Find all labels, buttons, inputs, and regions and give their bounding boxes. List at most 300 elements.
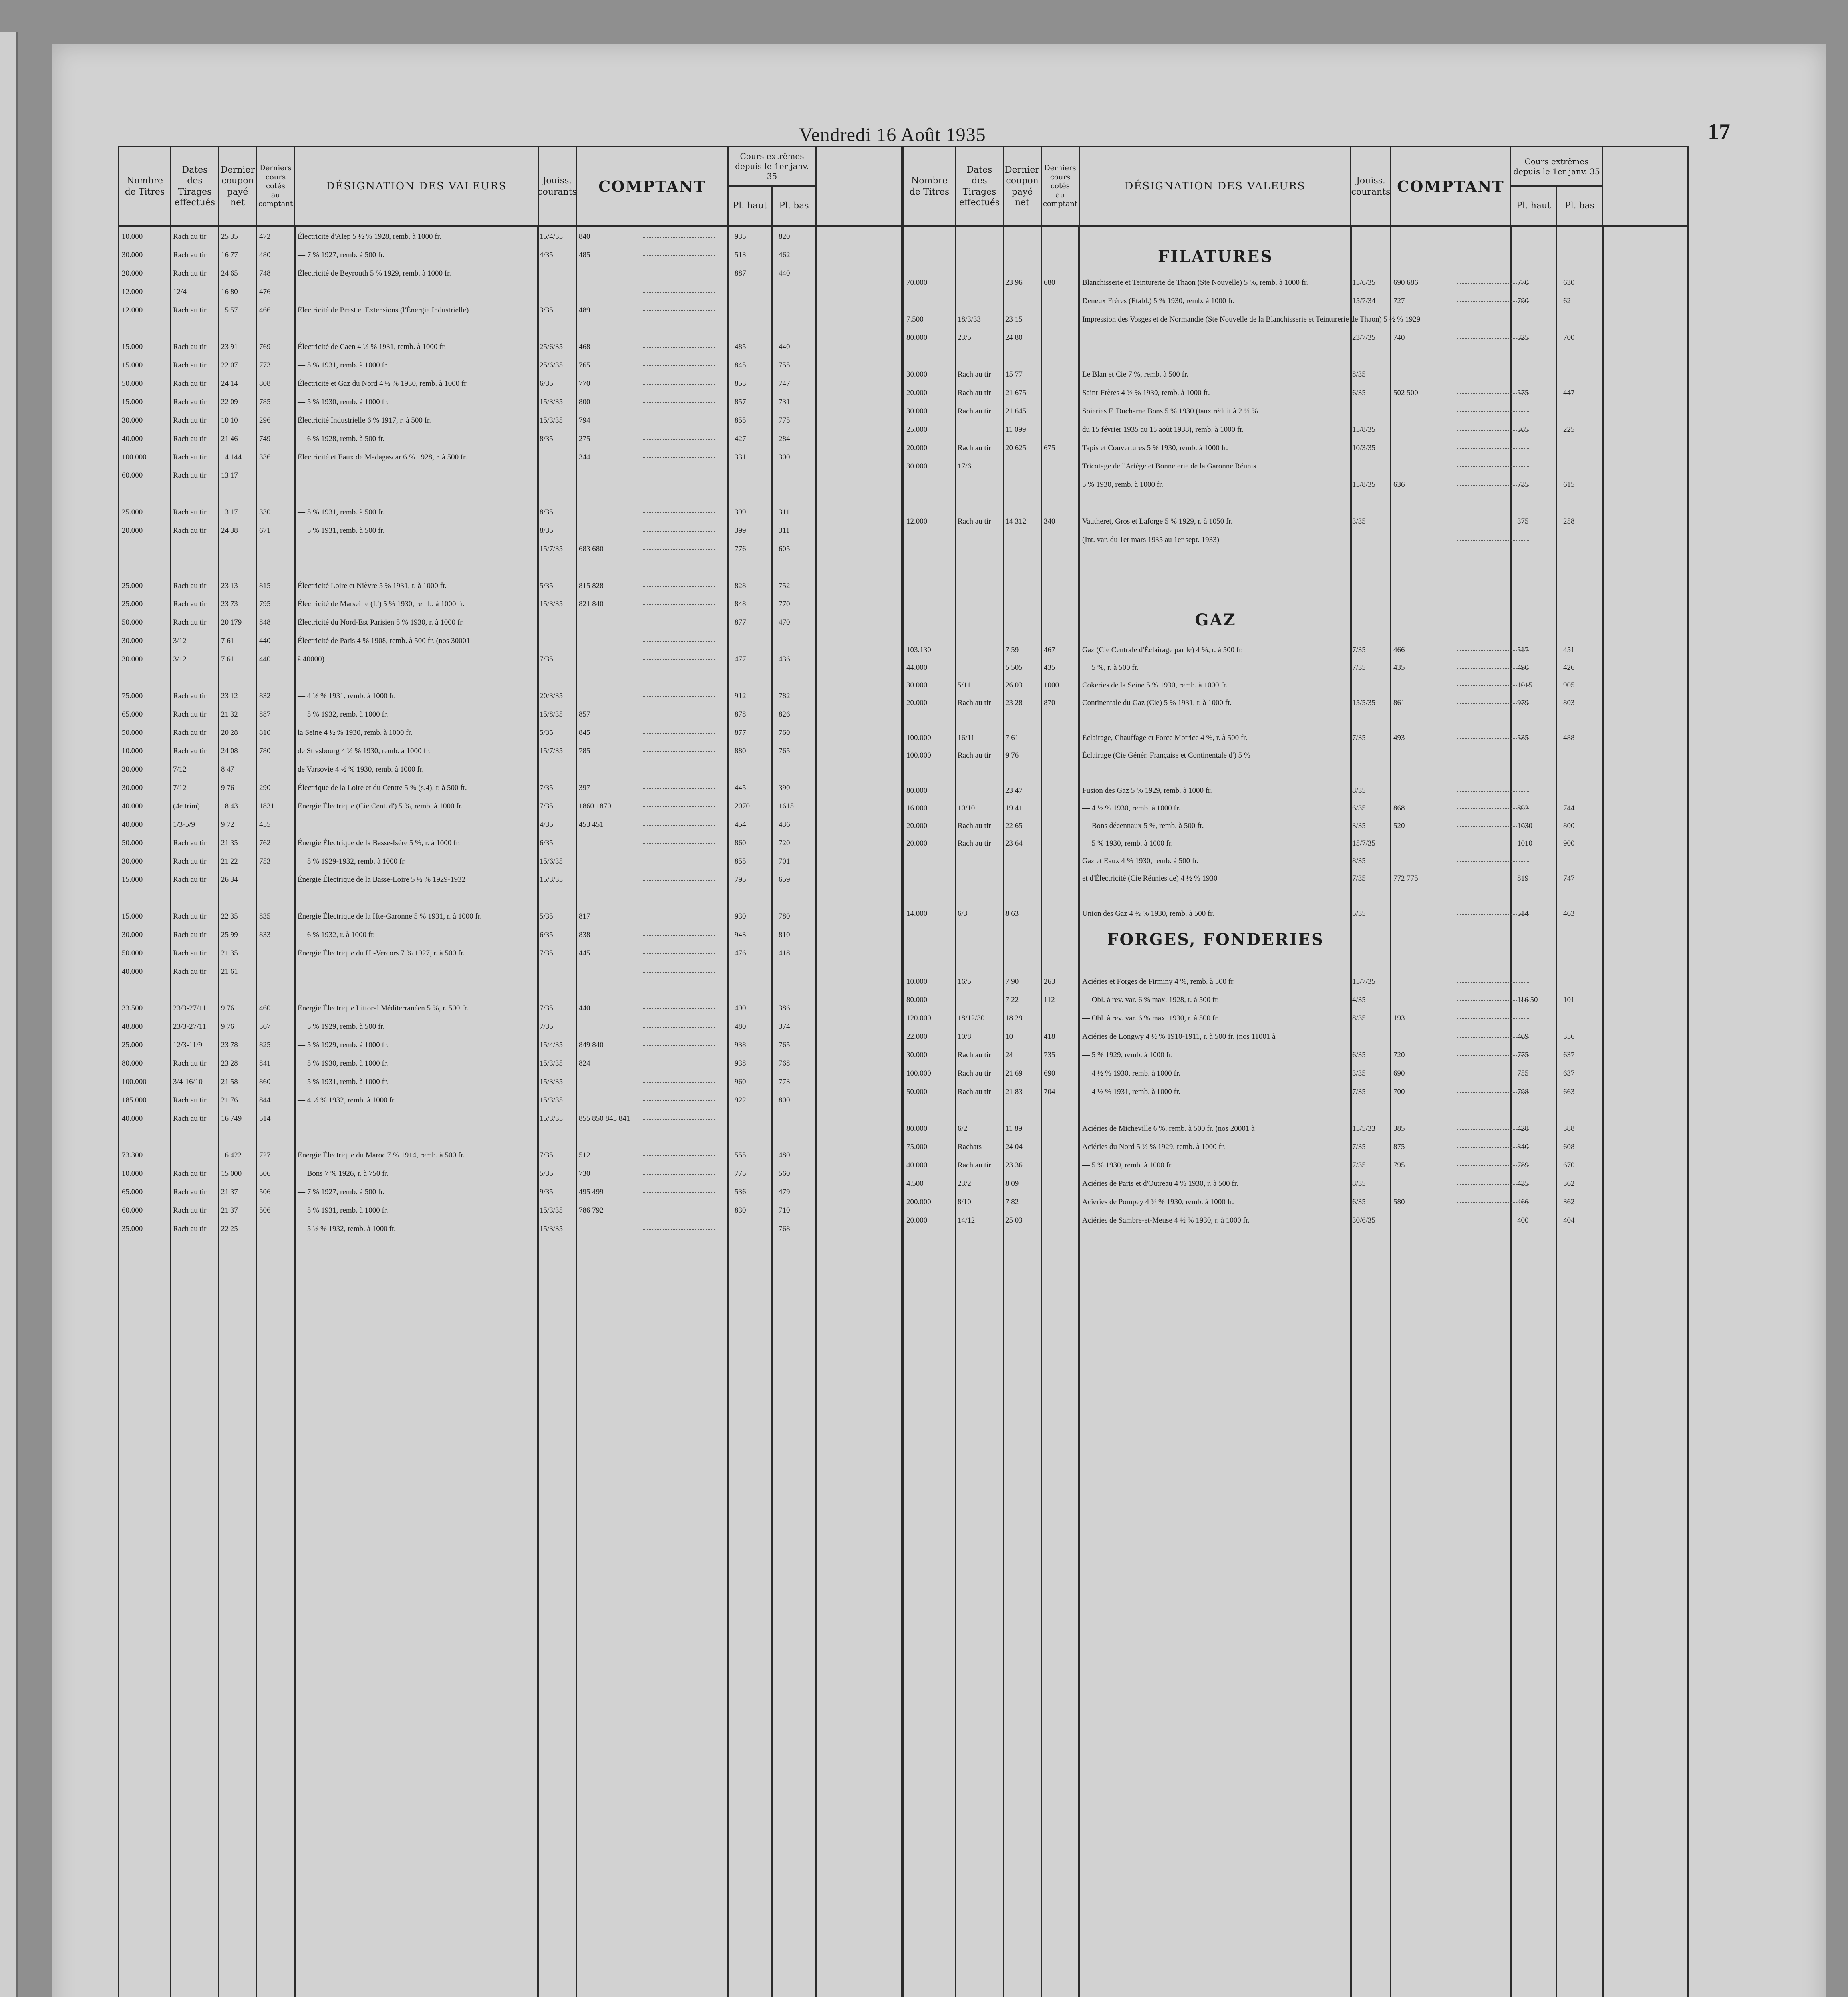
cell-pl-bas: 463 [1563, 909, 1575, 918]
cell-dates: Rach au tir [958, 1069, 991, 1078]
cell-pl-bas: 765 [779, 747, 790, 755]
cell-dernier-cours: 808 [259, 379, 271, 388]
cell-dates: Rach au tir [958, 517, 991, 526]
table-row [904, 682, 1687, 689]
leader-dots [1457, 650, 1529, 651]
cell-nombre: 30.000 [122, 931, 143, 939]
cell-pl-haut: 466 [1517, 1198, 1529, 1206]
cell-pl-bas: 780 [779, 912, 790, 921]
cell-dernier-cours: 815 [259, 582, 271, 590]
table-row [119, 601, 902, 608]
cell-nombre: 15.000 [122, 912, 143, 921]
cell-dernier-cours: 753 [259, 857, 271, 865]
cell-pl-haut: 830 [735, 1206, 746, 1215]
cell-coupon: 23 96 [1005, 278, 1023, 287]
cell-designation: Énergie Électrique du Ht-Vercors 7 % 1927, r. à 500 fr. [298, 949, 465, 957]
cell-jouiss: 8/35 [1352, 370, 1366, 379]
cell-pl-haut: 514 [1517, 909, 1529, 918]
cell-pl-haut: 930 [735, 912, 746, 921]
leader-dots [643, 586, 715, 587]
leader-dots [643, 292, 715, 293]
cell-comptant: 502 500 [1393, 389, 1418, 397]
cell-dernier-cours: 455 [259, 820, 271, 829]
cell-comptant: 765 [579, 361, 590, 369]
leader-dots [643, 237, 715, 238]
leader-dots [643, 696, 715, 697]
table-row [119, 1115, 902, 1122]
cell-coupon: 8 47 [221, 765, 234, 774]
cell-dernier-cours: 762 [259, 839, 271, 847]
cell-nombre: 12.000 [906, 517, 928, 526]
cell-comptant: 385 [1393, 1124, 1405, 1133]
leader-dots [643, 733, 715, 734]
cell-pl-bas: 800 [1563, 822, 1575, 830]
table-row [119, 1005, 902, 1012]
cell-pl-haut: 770 [1517, 278, 1529, 287]
cell-dates: Rach au tir [173, 306, 207, 314]
leader-dots [1457, 1018, 1529, 1019]
cell-dates: 7/12 [173, 784, 187, 792]
cell-designation: — 5 % 1929, remb. à 500 fr. [298, 1022, 385, 1031]
leader-dots [643, 641, 715, 642]
table-row [904, 353, 1687, 360]
cell-pl-bas: 362 [1563, 1179, 1575, 1188]
cell-designation: Cokeries de la Seine 5 % 1930, remb. à 1000 fr. [1082, 681, 1228, 689]
cell-coupon: 10 10 [221, 416, 238, 425]
cell-pl-bas: 760 [779, 729, 790, 737]
cell-coupon: 21 35 [221, 839, 238, 847]
col-derniers-cours: Derniers cours cotés au comptant [257, 147, 295, 225]
cell-nombre: 103.130 [906, 646, 931, 654]
col-pl-haut-right: Pl. haut [1511, 185, 1557, 225]
table-row [119, 950, 902, 957]
cell-nombre: 10.000 [122, 1169, 143, 1178]
cell-pl-bas: 258 [1563, 517, 1575, 526]
cell-pl-haut: 490 [735, 1004, 746, 1012]
cell-designation: — 5 % 1930, remb. à 1000 fr. [1082, 839, 1173, 848]
cell-jouiss: 8/35 [1352, 786, 1366, 795]
cell-designation: — 5 % 1930, remb. à 1000 fr. [298, 1059, 388, 1068]
cell-pl-bas: 488 [1563, 734, 1575, 742]
cell-pl-bas: 744 [1563, 804, 1575, 812]
cell-dernier-cours: 112 [1044, 996, 1055, 1004]
table-row [904, 1217, 1687, 1224]
cell-designation: — 4 ½ % 1931, remb. à 1000 fr. [1082, 1088, 1180, 1096]
cell-coupon: 24 08 [221, 747, 238, 755]
cell-dernier-cours: 460 [259, 1004, 271, 1012]
cell-pl-haut: 409 [1517, 1032, 1529, 1041]
cell-jouiss: 15/5/33 [1352, 1124, 1376, 1133]
table-row [119, 876, 902, 883]
cell-nombre: 100.000 [906, 1069, 931, 1078]
cell-nombre: 65.000 [122, 1188, 143, 1196]
leader-dots [1457, 791, 1529, 792]
table-row [119, 454, 902, 461]
cell-comptant: 861 [1393, 699, 1405, 707]
cell-coupon: 24 04 [1005, 1143, 1023, 1151]
cell-nombre: 80.000 [906, 1124, 928, 1133]
cell-nombre: 20.000 [906, 839, 928, 848]
cell-pl-haut: 476 [735, 949, 746, 957]
cell-dates: Rach au tir [173, 398, 207, 406]
cell-coupon: 23 28 [221, 1059, 238, 1068]
cell-comptant: 485 [579, 251, 590, 259]
cell-jouiss: 23/7/35 [1352, 333, 1376, 342]
table-row [119, 821, 902, 828]
table-row [904, 1199, 1687, 1206]
cell-dates: Rach au tir [173, 1225, 207, 1233]
cell-designation: — 5 ½ % 1932, remb. à 1000 fr. [298, 1225, 396, 1233]
table-row [904, 316, 1687, 323]
cell-dernier-cours: 795 [259, 600, 271, 608]
cell-coupon: 15 57 [221, 306, 238, 314]
cell-comptant: 720 [1393, 1051, 1405, 1059]
cell-pl-haut: 892 [1517, 804, 1529, 812]
cell-jouiss: 15/3/35 [540, 1078, 563, 1086]
cell-nombre: 25.000 [122, 1041, 143, 1049]
cell-coupon: 20 625 [1005, 444, 1027, 452]
cell-jouiss: 3/35 [1352, 1069, 1366, 1078]
cell-comptant: 466 [1393, 646, 1405, 654]
cell-dernier-cours: 773 [259, 361, 271, 369]
cell-coupon: 22 25 [221, 1225, 238, 1233]
cell-designation: Éclairage (Cie Génér. Française et Continentale d') 5 % [1082, 751, 1250, 760]
cell-nombre: 65.000 [122, 710, 143, 719]
cell-coupon: 7 59 [1005, 646, 1019, 654]
cell-designation: Électricité de Caen 4 ½ % 1931, remb. à 1000 fr. [298, 343, 446, 351]
cell-pl-bas: 62 [1563, 297, 1571, 305]
leader-dots [643, 825, 715, 826]
cell-dernier-cours: 769 [259, 343, 271, 351]
cell-jouiss: 7/35 [1352, 874, 1366, 883]
cell-coupon: 15 000 [221, 1169, 242, 1178]
cell-nombre: 40.000 [122, 435, 143, 443]
cell-pl-bas: 775 [779, 416, 790, 425]
cell-dates: Rach au tir [173, 600, 207, 608]
cell-pl-bas: 388 [1563, 1124, 1575, 1133]
cell-jouiss: 15/7/35 [540, 545, 563, 553]
cell-designation: Aciéries de Micheville 6 %, remb. à 500 fr. (nos 20001 à [1082, 1124, 1255, 1133]
cell-jouiss: 15/3/35 [540, 1225, 563, 1233]
cell-dernier-cours: 671 [259, 526, 271, 535]
cell-dates: Rach au tir [173, 1188, 207, 1196]
leader-dots [643, 1082, 715, 1083]
cell-dernier-cours: 870 [1044, 699, 1055, 707]
cell-designation: — 4 ½ % 1931, remb. à 1000 fr. [298, 692, 396, 700]
cell-pl-bas: 447 [1563, 389, 1575, 397]
cell-pl-haut: 535 [1517, 734, 1529, 742]
cell-comptant: 493 [1393, 734, 1405, 742]
table-row [119, 931, 902, 939]
cell-nombre: 73.300 [122, 1151, 143, 1159]
cell-pl-bas: 630 [1563, 278, 1575, 287]
cell-jouiss: 5/35 [540, 729, 553, 737]
cell-coupon: 7 82 [1005, 1198, 1019, 1206]
cell-pl-haut: 735 [1517, 480, 1529, 489]
cell-designation: Fusion des Gaz 5 % 1929, remb. à 1000 fr. [1082, 786, 1212, 795]
cell-dernier-cours: 841 [259, 1059, 271, 1068]
cell-designation: Aciéries de Paris et d'Outreau 4 % 1930, r. à 500 fr. [1082, 1179, 1238, 1188]
cell-pl-haut: 116 50 [1517, 996, 1538, 1004]
cell-pl-bas: 480 [779, 1151, 790, 1159]
cell-pl-haut: 943 [735, 931, 746, 939]
cell-designation: la Seine 4 ½ % 1930, remb. à 1000 fr. [298, 729, 413, 737]
cell-jouiss: 3/35 [540, 306, 553, 314]
cell-dates: Rach au tir [173, 435, 207, 443]
cell-pl-haut: 789 [1517, 1161, 1529, 1169]
cell-pl-bas: 900 [1563, 839, 1575, 848]
table-row [119, 729, 902, 736]
cell-dernier-cours: 810 [259, 729, 271, 737]
cell-dates: 3/4-16/10 [173, 1078, 203, 1086]
cell-dates: 14/12 [958, 1216, 975, 1225]
table-row [119, 619, 902, 626]
cell-nombre: 33.500 [122, 1004, 143, 1012]
cell-pl-haut: 775 [735, 1169, 746, 1178]
table-row [119, 343, 902, 351]
table-row [119, 1225, 902, 1233]
cell-dates: 8/10 [958, 1198, 971, 1206]
cell-pl-bas: 700 [1563, 333, 1575, 342]
table-row [904, 371, 1687, 378]
table-row [119, 380, 902, 387]
cell-nombre: 40.000 [122, 820, 143, 829]
cell-pl-haut: 755 [1517, 1069, 1529, 1078]
cell-coupon: 23 28 [1005, 699, 1023, 707]
cell-designation: du 15 février 1935 au 15 août 1938), remb. à 1000 fr. [1082, 425, 1244, 434]
table-row [904, 1180, 1687, 1187]
cell-comptant: 636 [1393, 480, 1405, 489]
cell-jouiss: 3/35 [1352, 517, 1366, 526]
table-row [119, 325, 902, 332]
cell-comptant: 740 [1393, 333, 1405, 342]
cell-coupon: 18 29 [1005, 1014, 1023, 1022]
table-row [119, 252, 902, 259]
table-row [904, 805, 1687, 812]
cell-designation: Gaz et Eaux 4 % 1930, remb. à 500 fr. [1082, 857, 1199, 865]
cell-dates: Rach au tir [173, 1169, 207, 1178]
cell-coupon: 7 61 [1005, 734, 1019, 742]
cell-dates: 17/6 [958, 462, 971, 470]
table-row [119, 858, 902, 865]
table-row [119, 546, 902, 553]
cell-dates: Rach au tir [173, 747, 207, 755]
cell-pl-bas: 440 [779, 343, 790, 351]
cell-designation: Vautheret, Gros et Laforge 5 % 1929, r. à 1050 fr. [1082, 517, 1233, 526]
cell-pl-bas: 284 [779, 435, 790, 443]
cell-pl-haut: 490 [1517, 663, 1529, 672]
cell-coupon: 9 76 [1005, 751, 1019, 760]
cell-designation: Continentale du Gaz (Cie) 5 % 1931, r. à 1000 fr. [1082, 699, 1232, 707]
cell-coupon: 23 15 [1005, 315, 1023, 324]
cell-pl-haut: 428 [1517, 1124, 1529, 1133]
table-row [904, 500, 1687, 507]
cell-coupon: 26 34 [221, 875, 238, 884]
table-row [119, 693, 902, 700]
cell-designation: — 7 % 1927, remb. à 500 fr. [298, 251, 385, 259]
table-row [119, 233, 902, 240]
cell-pl-bas: 803 [1563, 699, 1575, 707]
cell-coupon: 7 61 [221, 637, 234, 645]
cell-dates: Rach au tir [173, 1206, 207, 1215]
cell-dates: Rach au tir [173, 1114, 207, 1123]
leader-dots [643, 549, 715, 550]
cell-designation: Blanchisserie et Teinturerie de Thaon (Ste Nouvelle) 5 %, remb. à 1000 fr. [1082, 278, 1308, 287]
cell-jouiss: 6/35 [1352, 1051, 1366, 1059]
cell-dates: 23/2 [958, 1179, 971, 1188]
cell-comptant: 868 [1393, 804, 1405, 812]
cell-nombre: 40.000 [122, 1114, 143, 1123]
cell-designation: — 6 % 1928, remb. à 500 fr. [298, 435, 385, 443]
cell-coupon: 10 [1005, 1032, 1013, 1041]
cell-comptant: 453 451 [579, 820, 604, 829]
cell-coupon: 24 65 [221, 269, 238, 278]
cell-coupon: 23 12 [221, 692, 238, 700]
leader-dots [643, 1045, 715, 1046]
cell-dates: Rach au tir [958, 839, 991, 848]
cell-pl-bas: 356 [1563, 1032, 1575, 1041]
cell-pl-haut: 938 [735, 1041, 746, 1049]
cell-jouiss: 15/3/35 [540, 1206, 563, 1215]
cell-dates: Rach au tir [173, 251, 207, 259]
cell-designation: — 5 %, r. à 500 fr. [1082, 663, 1139, 672]
cell-pl-bas: 374 [779, 1022, 790, 1031]
table-row [119, 564, 902, 571]
cell-nombre: 30.000 [122, 784, 143, 792]
cell-coupon: 7 61 [221, 655, 234, 663]
cell-pl-bas: 605 [779, 545, 790, 553]
cell-comptant: 344 [579, 453, 590, 461]
cell-pl-bas: 608 [1563, 1143, 1575, 1151]
cell-jouiss: 6/35 [540, 839, 553, 847]
cell-jouiss: 5/35 [540, 1169, 553, 1178]
cell-comptant: 772 775 [1393, 874, 1418, 883]
cell-pl-haut: 555 [735, 1151, 746, 1159]
table-row [119, 711, 902, 718]
cell-pl-bas: 451 [1563, 646, 1575, 654]
table-row [904, 1052, 1687, 1059]
cell-dates: Rach au tir [173, 710, 207, 719]
leader-dots [643, 439, 715, 440]
cell-jouiss: 8/35 [1352, 1179, 1366, 1188]
table-row [904, 1162, 1687, 1169]
table-row [119, 968, 902, 975]
cell-comptant: 857 [579, 710, 590, 719]
cell-jouiss: 6/35 [1352, 804, 1366, 812]
cell-pl-haut: 979 [1517, 699, 1529, 707]
cell-jouiss: 15/7/35 [1352, 977, 1376, 986]
cell-jouiss: 25/6/35 [540, 343, 563, 351]
cell-dates: Rach au tir [173, 343, 207, 351]
cell-pl-bas: 404 [1563, 1216, 1575, 1225]
cell-nombre: 25.000 [906, 425, 928, 434]
cell-dates: Rach au tir [173, 618, 207, 627]
cell-coupon: 26 03 [1005, 681, 1023, 689]
leader-dots [643, 751, 715, 752]
cell-designation: — 7 % 1927, remb. à 500 fr. [298, 1188, 385, 1196]
table-row [119, 987, 902, 994]
table-row [119, 766, 902, 773]
cell-pl-haut: 877 [735, 729, 746, 737]
cell-dernier-cours: 675 [1044, 444, 1055, 452]
cell-jouiss: 4/35 [540, 251, 553, 259]
cell-comptant: 817 [579, 912, 590, 921]
cell-jouiss: 8/35 [1352, 1014, 1366, 1022]
cell-coupon: 8 63 [1005, 909, 1019, 918]
cell-jouiss: 8/35 [540, 435, 553, 443]
cell-jouiss: 15/3/35 [540, 875, 563, 884]
cell-nombre: 20.000 [906, 389, 928, 397]
col-dernier-coupon: Dernier coupon payé net [219, 147, 257, 225]
table-row [904, 647, 1687, 654]
cell-nombre: 10.000 [122, 747, 143, 755]
cell-nombre: 30.000 [122, 765, 143, 774]
cell-dates: Rach au tir [173, 967, 207, 976]
cell-jouiss: 25/6/35 [540, 361, 563, 369]
cell-coupon: 23 47 [1005, 786, 1023, 795]
leader-dots [1457, 448, 1529, 449]
table-row [904, 481, 1687, 488]
cell-nombre: 16.000 [906, 804, 928, 812]
cell-coupon: 23 64 [1005, 839, 1023, 848]
cell-nombre: 48.800 [122, 1022, 143, 1031]
cell-designation: Éclairage, Chauffage et Force Motrice 4 %, r. à 500 fr. [1082, 734, 1248, 742]
leader-dots [1457, 466, 1529, 467]
leader-dots [1457, 738, 1529, 739]
cell-pl-haut: 477 [735, 655, 746, 663]
cell-jouiss: 4/35 [540, 820, 553, 829]
cell-pl-bas: 773 [779, 1078, 790, 1086]
table-row [119, 1023, 902, 1030]
left-quotation-table [118, 146, 904, 1997]
cell-coupon: 20 179 [221, 618, 242, 627]
cell-pl-haut: 375 [1517, 517, 1529, 526]
cell-pl-haut: 828 [735, 582, 746, 590]
cell-comptant: 800 [579, 398, 590, 406]
cell-jouiss: 7/35 [540, 1022, 553, 1031]
col-nombre-titres: Nombre de Titres [119, 147, 171, 225]
cell-pl-haut: 485 [735, 343, 746, 351]
cell-dernier-cours: 440 [259, 655, 271, 663]
cell-dates: (4e trim) [173, 802, 200, 810]
table-row [904, 840, 1687, 847]
cell-designation: Électricité de Beyrouth 5 % 1929, remb. à 1000 fr. [298, 269, 451, 278]
cell-jouiss: 7/35 [540, 655, 553, 663]
cell-designation: Gaz (Cie Centrale d'Éclairage par le) 4 %, r. à 500 fr. [1082, 646, 1243, 654]
cell-designation: de Strasbourg 4 ½ % 1930, remb. à 1000 fr. [298, 747, 430, 755]
table-row [119, 509, 902, 516]
cell-dernier-cours: 848 [259, 618, 271, 627]
cell-coupon: 21 83 [1005, 1088, 1023, 1096]
cell-pl-haut: 960 [735, 1078, 746, 1086]
table-row [119, 435, 902, 443]
cell-jouiss: 15/3/35 [540, 1059, 563, 1068]
cell-dernier-cours: 749 [259, 435, 271, 443]
cell-jouiss: 15/8/35 [540, 710, 563, 719]
table-row [904, 875, 1687, 882]
table-row [904, 893, 1687, 900]
cell-designation: (Int. var. du 1er mars 1935 au 1er sept. 1933) [1082, 536, 1219, 544]
cell-nombre: 50.000 [122, 839, 143, 847]
cell-dates: Rach au tir [173, 232, 207, 241]
leader-dots [643, 604, 715, 605]
cell-comptant: 520 [1393, 822, 1405, 830]
leader-dots [1457, 411, 1529, 412]
cell-pl-haut: 825 [1517, 333, 1529, 342]
cell-dernier-cours: 418 [1044, 1032, 1055, 1041]
cell-nombre: 12.000 [122, 306, 143, 314]
table-row [904, 858, 1687, 865]
